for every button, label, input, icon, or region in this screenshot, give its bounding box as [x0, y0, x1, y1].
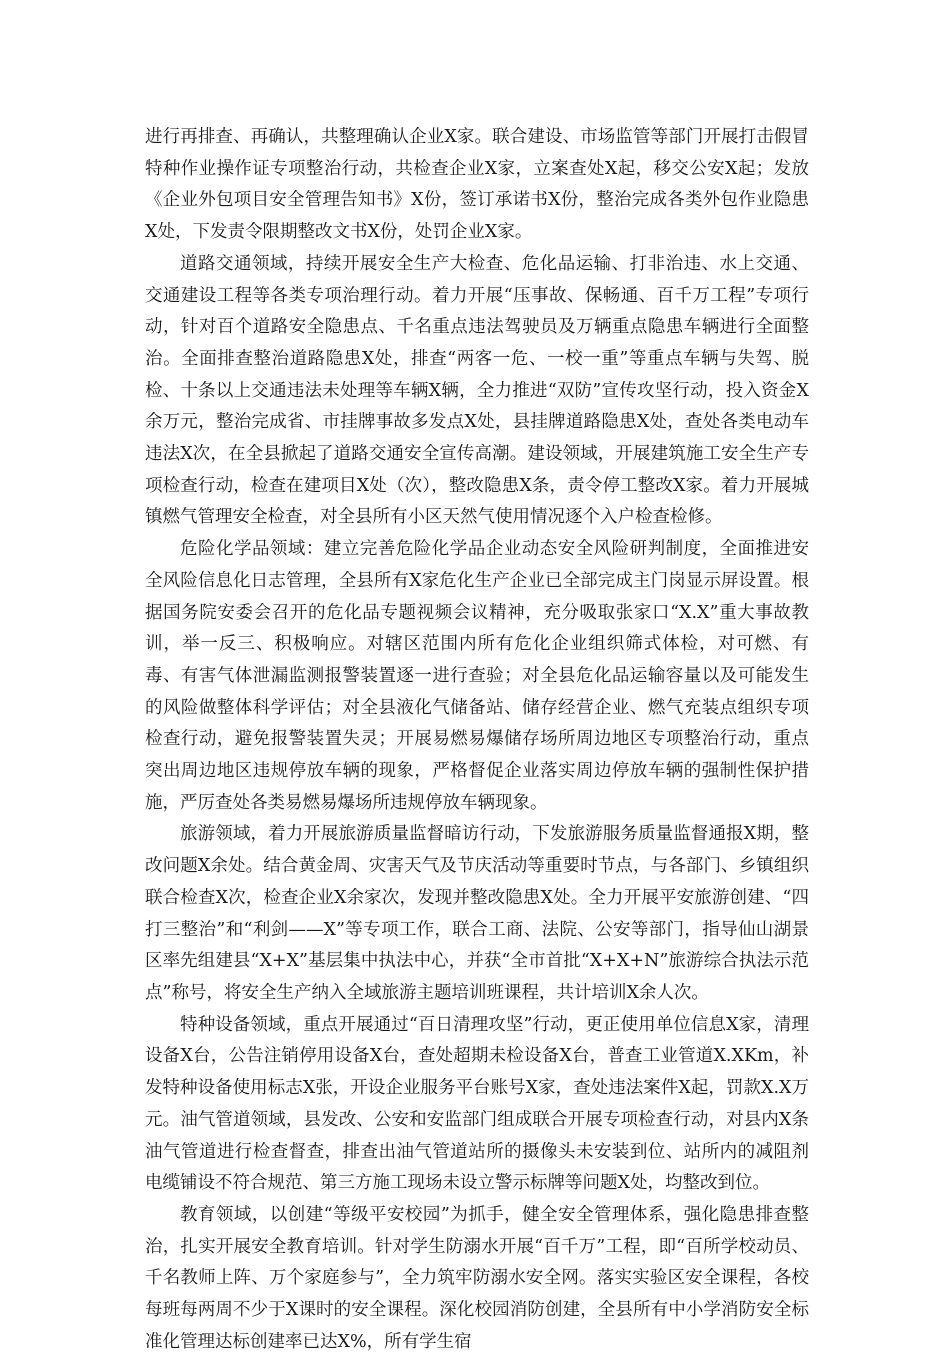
paragraph-special-equipment: 特种设备领域，重点开展通过“百日清理攻坚”行动，更正使用单位信息X家，清理设备X台，公告注销停用设备X台，查处超期未检设备X台，普查工业管道X.XKm，补发特种设备使用标志X张，开设企业服务平台账号X家，查处违法案件X起，罚款X.X万元。油气管道领域，县发改、公安和安监部门组成联合开展专项检查行动，对县内X条油气管道进行检查督查，排查出油气管道站所的摄像头未安装到位、站所内的减阻剂电缆铺设不符合规范、第三方施工现场未设立警示标牌等问题X处，均整改到位。 — [145, 1014, 809, 1194]
paragraph-continuation: 进行再排查、再确认，共整理确认企业X家。联合建设、市场监管等部门开展打击假冒特种作业操作证专项整治行动，共检查企业X家，立案查处X起，移交公安X起；发放《企业外包项目安全管理告知书》X份，签订承诺书X份，整治完成各类外包作业隐患X处，下发责令限期整改文书X份，处罚企业X家。 — [145, 127, 809, 243]
paragraph-tourism: 旅游领域，着力开展旅游质量监督暗访行动，下发旅游服务质量监督通报X期，整改问题X余处。结合黄金周、灾害天气及节庆活动等重要时节点，与各部门、乡镇组织联合检查X次，检查企业X余家次，发现并整改隐患X处。全力开展平安旅游创建、“四打三整治”和“利剑——X”等专项工作，联合工商、法院、公安等部门，指导仙山湖景区率先组建县“X+X”基层集中执法中心，并获“全市首批“X+X+N”旅游综合执法示范点”称号，将安全生产纳入全域旅游主题培训班课程，共计培训X余人次。 — [145, 824, 809, 1003]
paragraph-education: 教育领域，以创建“等级平安校园”为抓手，健全安全管理体系，强化隐患排查整治，扎实开展安全教育培训。针对学生防溺水开展“百千万”工程，即“百所学校动员、千名教师上阵、万个家庭参与”，全力筑牢防溺水安全网。落实实验区安全课程，各校每班每两周不少于X课时的安全课程。深化校园消防创建，全县所有中小学消防安全标准化管理达标创建率已达X%，所有学生宿 — [145, 1204, 809, 1352]
paragraph-road-traffic: 道路交通领域，持续开展安全生产大检查、危化品运输、打非治违、水上交通、交通建设工程等各类专项治理行动。着力开展“压事故、保畅通、百千万工程”专项行动，针对百个道路安全隐患点、千名重点违法驾驶员及万辆重点隐患车辆进行全面整治。全面排查整治道路隐患X处，排查“两客一危、一校一重”等重点车辆与失驾、脱检、十条以上交通违法未处理等车辆X辆，全力推进“双防”宣传攻坚行动，投入资金X余万元，整治完成省、市挂牌事故多发点X处，县挂牌道路隐患X处，查处各类电动车违法X次，在全县掀起了道路交通安全宣传高潮。建设领域，开展建筑施工安全生产专项检查行动，检查在建项目X处（次），整改隐患X条，责令停工整改X家。着力开展城镇燃气管理安全检查，对全县所有小区天然气使用情况逐个入户检查检修。 — [145, 253, 809, 528]
document-body — [145, 122, 809, 1358]
paragraph-hazardous-chemicals: 危险化学品领域：建立完善危险化学品企业动态安全风险研判制度，全面推进安全风险信息化日志管理，全县所有X家危化生产企业已全部完成主门岗显示屏设置。根据国务院安委会召开的危化品专题视频会议精神，充分吸取张家口“X.X”重大事故教训，举一反三、积极响应。对辖区范围内所有危化企业组织筛式体检，对可燃、有毒、有害气体泄漏监测报警装置逐一进行查验；对全县危化品运输容量以及可能发生的风险做整体科学评估；对全县液化气储备站、储存经营企业、燃气充装点组织专项检查行动，避免报警装置失灵；开展易燃易爆储存场所周边地区专项整治行动，重点突出周边地区违规停放车辆的现象，严格督促企业落实周边停放车辆的强制性保护措施，严厉查处各类易燃易爆场所违规停放车辆现象。 — [145, 539, 809, 813]
